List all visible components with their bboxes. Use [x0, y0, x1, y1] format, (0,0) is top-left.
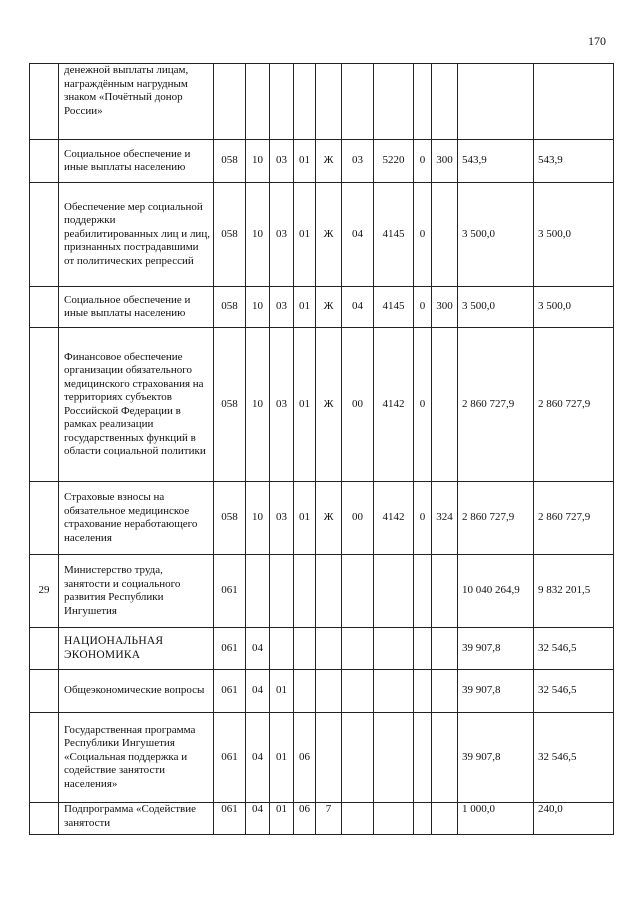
- ministry-code: 058: [214, 140, 246, 183]
- extra-code: [414, 64, 432, 140]
- subsection-code: 03: [270, 328, 294, 482]
- row-description: Общеэкономические вопросы: [59, 670, 214, 713]
- direction-code: [374, 628, 414, 670]
- direction-code: [374, 670, 414, 713]
- amount-year-2: 2 860 727,9: [534, 482, 614, 555]
- expense-type-code: [432, 628, 458, 670]
- row-description: Финансовое обеспечение организации обязательного медицинского страхования на территориях субъектов Российской Федерации в рамках реализации государственных функций в области социальной политики: [59, 328, 214, 482]
- table-row: [30, 287, 614, 328]
- amount-year-2: 32 546,5: [534, 628, 614, 670]
- expense-type-code: [432, 803, 458, 835]
- ministry-code: 058: [214, 482, 246, 555]
- amount-year-2: 32 546,5: [534, 713, 614, 803]
- table-row: [30, 328, 614, 482]
- program-code: 06: [294, 713, 316, 803]
- table-row: [30, 140, 614, 183]
- amount-year-2: 240,0: [534, 803, 614, 835]
- ministry-code: 058: [214, 183, 246, 287]
- section-code: 10: [246, 183, 270, 287]
- row-description: денежной выплаты лицам, награждённым нагрудным знаком «Почётный донор России»: [59, 64, 214, 140]
- expense-type-code: [432, 64, 458, 140]
- direction-code: 4142: [374, 482, 414, 555]
- table-row: [30, 628, 614, 670]
- expense-type-code: [432, 670, 458, 713]
- amount-year-1: 2 860 727,9: [458, 328, 534, 482]
- direction-code: 4145: [374, 183, 414, 287]
- section-code: 10: [246, 140, 270, 183]
- direction-code: [374, 64, 414, 140]
- activity-code: [342, 64, 374, 140]
- subprogram-code: Ж: [316, 287, 342, 328]
- row-description: Государственная программа Республики Ингушетия «Социальная поддержка и содействие занятости населения»: [59, 713, 214, 803]
- program-code: [294, 628, 316, 670]
- table-row: [30, 183, 614, 287]
- row-description: Обеспечение мер социальной поддержки реабилитированных лиц и лиц, признанных пострадавшими от политических репрессий: [59, 183, 214, 287]
- direction-code: [374, 803, 414, 835]
- subsection-code: 03: [270, 183, 294, 287]
- amount-year-1: 39 907,8: [458, 628, 534, 670]
- row-description: НАЦИОНАЛЬНАЯ ЭКОНОМИКА: [59, 628, 214, 670]
- row-number: [30, 670, 59, 713]
- activity-code: [342, 670, 374, 713]
- subprogram-code: [316, 555, 342, 628]
- extra-code: [414, 670, 432, 713]
- activity-code: 00: [342, 482, 374, 555]
- amount-year-1: [458, 64, 534, 140]
- program-code: 01: [294, 183, 316, 287]
- amount-year-2: 3 500,0: [534, 287, 614, 328]
- subprogram-code: 7: [316, 803, 342, 835]
- activity-code: 04: [342, 287, 374, 328]
- activity-code: [342, 628, 374, 670]
- extra-code: [414, 628, 432, 670]
- direction-code: 4142: [374, 328, 414, 482]
- row-number: [30, 183, 59, 287]
- section-code: 04: [246, 628, 270, 670]
- extra-code: 0: [414, 482, 432, 555]
- program-code: 01: [294, 140, 316, 183]
- ministry-code: 061: [214, 628, 246, 670]
- direction-code: [374, 713, 414, 803]
- subprogram-code: [316, 628, 342, 670]
- subprogram-code: [316, 64, 342, 140]
- expense-type-code: [432, 555, 458, 628]
- amount-year-2: 2 860 727,9: [534, 328, 614, 482]
- amount-year-1: 543,9: [458, 140, 534, 183]
- amount-year-1: 1 000,0: [458, 803, 534, 835]
- activity-code: [342, 713, 374, 803]
- activity-code: 04: [342, 183, 374, 287]
- section-code: 04: [246, 670, 270, 713]
- section-code: 04: [246, 713, 270, 803]
- direction-code: 5220: [374, 140, 414, 183]
- amount-year-1: 10 040 264,9: [458, 555, 534, 628]
- amount-year-1: 3 500,0: [458, 287, 534, 328]
- table-row: [30, 555, 614, 628]
- subsection-code: 01: [270, 803, 294, 835]
- row-number: [30, 328, 59, 482]
- subsection-code: 03: [270, 140, 294, 183]
- amount-year-2: [534, 64, 614, 140]
- program-code: 06: [294, 803, 316, 835]
- amount-year-1: 39 907,8: [458, 670, 534, 713]
- subsection-code: 03: [270, 482, 294, 555]
- row-number: [30, 140, 59, 183]
- program-code: 01: [294, 328, 316, 482]
- row-number: [30, 482, 59, 555]
- ministry-code: [214, 64, 246, 140]
- section-code: 10: [246, 287, 270, 328]
- subprogram-code: [316, 670, 342, 713]
- subprogram-code: Ж: [316, 183, 342, 287]
- row-number: [30, 803, 59, 835]
- expense-type-code: 324: [432, 482, 458, 555]
- subprogram-code: Ж: [316, 482, 342, 555]
- row-description: Подпрограмма «Содействие занятости: [59, 803, 214, 835]
- program-code: [294, 670, 316, 713]
- subsection-code: [270, 64, 294, 140]
- row-number: 29: [30, 555, 59, 628]
- row-description: Страховые взносы на обязательное медицинское страхование неработающего населения: [59, 482, 214, 555]
- ministry-code: 061: [214, 713, 246, 803]
- table-row: [30, 713, 614, 803]
- activity-code: [342, 803, 374, 835]
- table-row: [30, 482, 614, 555]
- subprogram-code: Ж: [316, 140, 342, 183]
- row-number: [30, 628, 59, 670]
- section-code: [246, 64, 270, 140]
- extra-code: [414, 803, 432, 835]
- extra-code: [414, 713, 432, 803]
- amount-year-1: 2 860 727,9: [458, 482, 534, 555]
- table-row: [30, 64, 614, 140]
- subsection-code: 03: [270, 287, 294, 328]
- amount-year-2: 9 832 201,5: [534, 555, 614, 628]
- extra-code: 0: [414, 183, 432, 287]
- program-code: [294, 64, 316, 140]
- activity-code: [342, 555, 374, 628]
- ministry-code: 061: [214, 670, 246, 713]
- row-number: [30, 64, 59, 140]
- expense-type-code: [432, 183, 458, 287]
- subsection-code: 01: [270, 670, 294, 713]
- expense-type-code: [432, 713, 458, 803]
- expense-type-code: 300: [432, 287, 458, 328]
- ministry-code: 058: [214, 328, 246, 482]
- extra-code: [414, 555, 432, 628]
- program-code: 01: [294, 482, 316, 555]
- activity-code: 00: [342, 328, 374, 482]
- section-code: 10: [246, 482, 270, 555]
- activity-code: 03: [342, 140, 374, 183]
- subprogram-code: Ж: [316, 328, 342, 482]
- ministry-code: 061: [214, 555, 246, 628]
- row-description: Социальное обеспечение и иные выплаты населению: [59, 287, 214, 328]
- row-number: [30, 287, 59, 328]
- section-code: [246, 555, 270, 628]
- row-description: Министерство труда, занятости и социального развития Республики Ингушетия: [59, 555, 214, 628]
- program-code: [294, 555, 316, 628]
- extra-code: 0: [414, 287, 432, 328]
- table-row: [30, 670, 614, 713]
- subsection-code: [270, 555, 294, 628]
- table-row: [30, 803, 614, 835]
- extra-code: 0: [414, 140, 432, 183]
- subprogram-code: [316, 713, 342, 803]
- section-code: 10: [246, 328, 270, 482]
- subsection-code: [270, 628, 294, 670]
- extra-code: 0: [414, 328, 432, 482]
- row-description: Социальное обеспечение и иные выплаты населению: [59, 140, 214, 183]
- ministry-code: 061: [214, 803, 246, 835]
- amount-year-2: 543,9: [534, 140, 614, 183]
- amount-year-1: 3 500,0: [458, 183, 534, 287]
- expense-type-code: [432, 328, 458, 482]
- program-code: 01: [294, 287, 316, 328]
- row-number: [30, 713, 59, 803]
- expense-type-code: 300: [432, 140, 458, 183]
- page-number: 170: [588, 34, 606, 48]
- ministry-code: 058: [214, 287, 246, 328]
- subsection-code: 01: [270, 713, 294, 803]
- amount-year-2: 32 546,5: [534, 670, 614, 713]
- amount-year-2: 3 500,0: [534, 183, 614, 287]
- budget-table: [29, 63, 614, 835]
- amount-year-1: 39 907,8: [458, 713, 534, 803]
- section-code: 04: [246, 803, 270, 835]
- direction-code: 4145: [374, 287, 414, 328]
- direction-code: [374, 555, 414, 628]
